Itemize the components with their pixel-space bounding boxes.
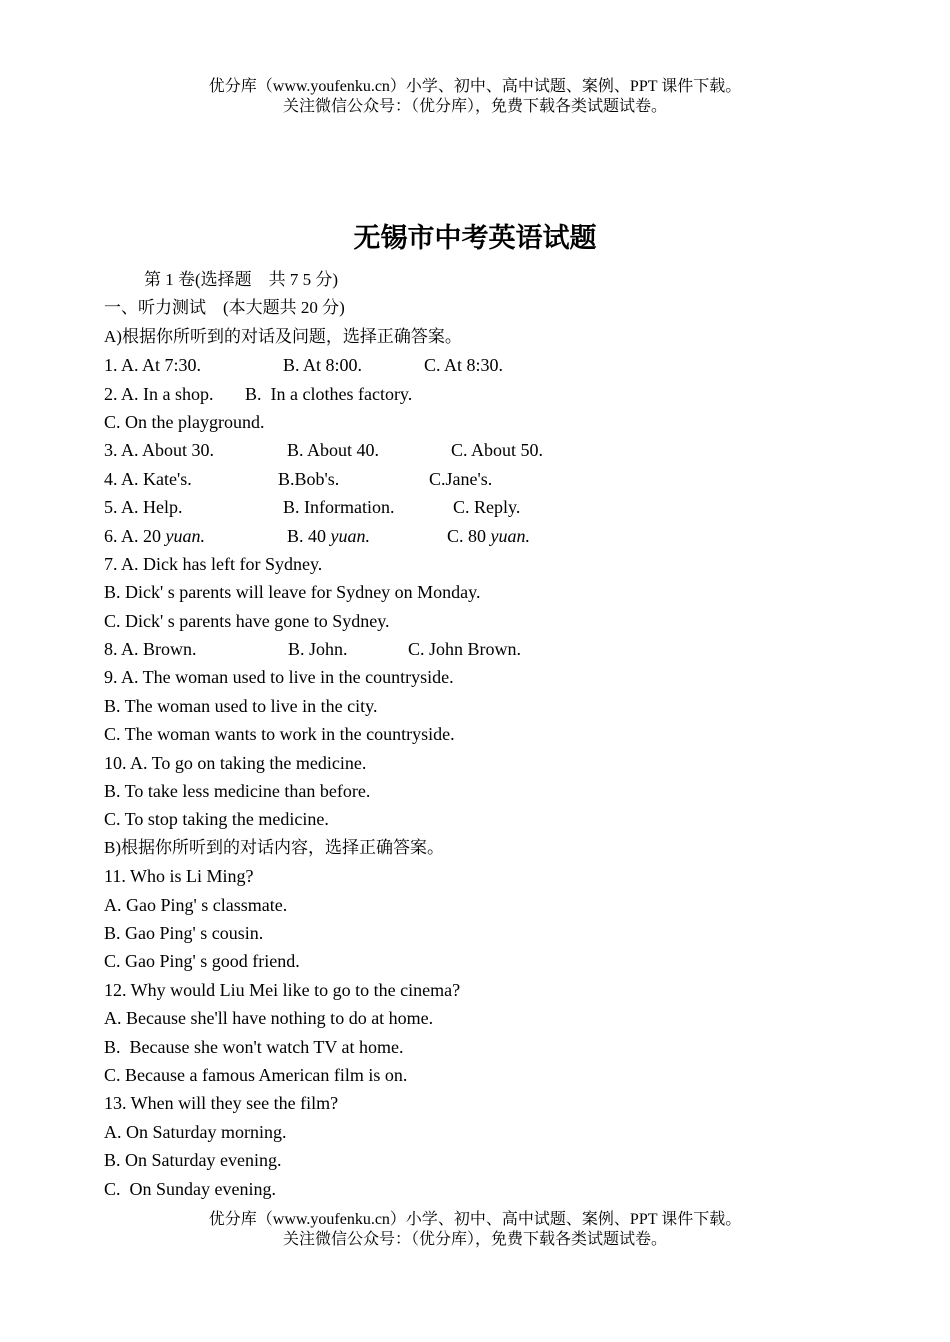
header-banner <box>0 77 950 117</box>
q13-option-a: A. On Saturday morning. <box>104 1121 287 1142</box>
q7-option-a: 7. A. Dick has left for Sydney. <box>104 553 323 574</box>
question-2 <box>104 380 904 408</box>
q5-option-b: B. Information. <box>283 497 395 518</box>
q11-stem: 11. Who is Li Ming? <box>104 866 254 887</box>
q1-option-a: 1. A. At 7:30. <box>104 355 202 376</box>
question-5 <box>104 493 904 521</box>
q12-option-a: A. Because she'll have nothing to do at home. <box>104 1008 434 1029</box>
q11-option-b: B. Gao Ping' s cousin. <box>104 922 264 943</box>
q9-option-b: B. The woman used to live in the city. <box>104 695 378 716</box>
q8-option-b: B. John. <box>288 639 348 660</box>
part-heading: 第 1 卷(选择题 共 7 5 分) <box>144 270 339 289</box>
q4-option-c: C.Jane's. <box>429 468 493 489</box>
page-title: 无锡市中考英语试题 <box>353 223 597 254</box>
q1-option-c: C. At 8:30. <box>424 355 504 376</box>
q4-option-a: 4. A. Kate's. <box>104 468 192 489</box>
q5-option-c: C. Reply. <box>453 497 521 518</box>
q7-option-b: B. Dick' s parents will leave for Sydney on Monday. <box>104 582 481 603</box>
question-8 <box>104 635 904 663</box>
currency-unit: yuan. <box>330 525 371 546</box>
q10-option-c: C. To stop taking the medicine. <box>104 809 329 830</box>
q3-option-b: B. About 40. <box>287 440 380 461</box>
q4-option-b: B.Bob's. <box>278 468 340 489</box>
currency-unit: yuan. <box>490 525 531 546</box>
footer-banner <box>0 1210 950 1250</box>
q12-option-c: C. Because a famous American film is on. <box>104 1064 408 1085</box>
q12-stem: 12. Why would Liu Mei like to go to the cinema? <box>104 979 461 1000</box>
q13-stem: 13. When will they see the film? <box>104 1093 339 1114</box>
section-heading: 一、听力测试 (本大题共 20 分) <box>104 298 345 318</box>
q2-options-ab: 2. A. In a shop. B. In a clothes factory. <box>104 383 413 404</box>
q10-option-b: B. To take less medicine than before. <box>104 781 371 802</box>
q2-option-c: C. On the playground. <box>104 411 265 432</box>
q6-option-b: B. 40 yuan. <box>287 525 371 546</box>
footer-banner-line1: 优分库（www.youfenku.cn）小学、初中、高中试题、案例、PPT 课件下载。 <box>208 1211 742 1228</box>
footer-banner-line2: 关注微信公众号：（优分库），免费下载各类试题试卷。 <box>282 1231 667 1248</box>
question-6 <box>104 522 904 550</box>
q10-option-a: 10. A. To go on taking the medicine. <box>104 752 367 773</box>
question-4 <box>104 465 904 493</box>
q8-option-a: 8. A. Brown. <box>104 639 197 660</box>
q13-option-b: B. On Saturday evening. <box>104 1150 282 1171</box>
currency-unit: yuan. <box>165 525 206 546</box>
q9-option-c: C. The woman wants to work in the countryside. <box>104 724 455 745</box>
question-3 <box>104 436 904 464</box>
q11-option-a: A. Gao Ping' s classmate. <box>104 894 288 915</box>
q6-option-c: C. 80 yuan. <box>447 525 531 546</box>
q9-option-a: 9. A. The woman used to live in the countryside. <box>104 667 454 688</box>
exam-content <box>104 266 904 1203</box>
q13-option-c: C. On Sunday evening. <box>104 1178 276 1199</box>
q7-option-c: C. Dick' s parents have gone to Sydney. <box>104 610 390 631</box>
q1-option-b: B. At 8:00. <box>283 355 363 376</box>
q6-option-a: 6. A. 20 yuan. <box>104 525 206 546</box>
question-1 <box>104 351 904 379</box>
q11-option-c: C. Gao Ping' s good friend. <box>104 951 300 972</box>
q5-option-a: 5. A. Help. <box>104 497 183 518</box>
q3-option-c: C. About 50. <box>451 440 544 461</box>
header-banner-line2: 关注微信公众号：（优分库），免费下载各类试题试卷。 <box>282 98 667 115</box>
section-b-instruction: B)根据你所听到的对话内容，选择正确答案。 <box>104 837 444 857</box>
q12-option-b: B. Because she won't watch TV at home. <box>104 1036 404 1057</box>
section-a-instruction: A)根据你所听到的对话及问题，选择正确答案。 <box>104 326 462 346</box>
header-banner-line1: 优分库（www.youfenku.cn）小学、初中、高中试题、案例、PPT 课件下载。 <box>208 78 742 95</box>
q3-option-a: 3. A. About 30. <box>104 440 215 461</box>
q8-option-c: C. John Brown. <box>408 639 522 660</box>
